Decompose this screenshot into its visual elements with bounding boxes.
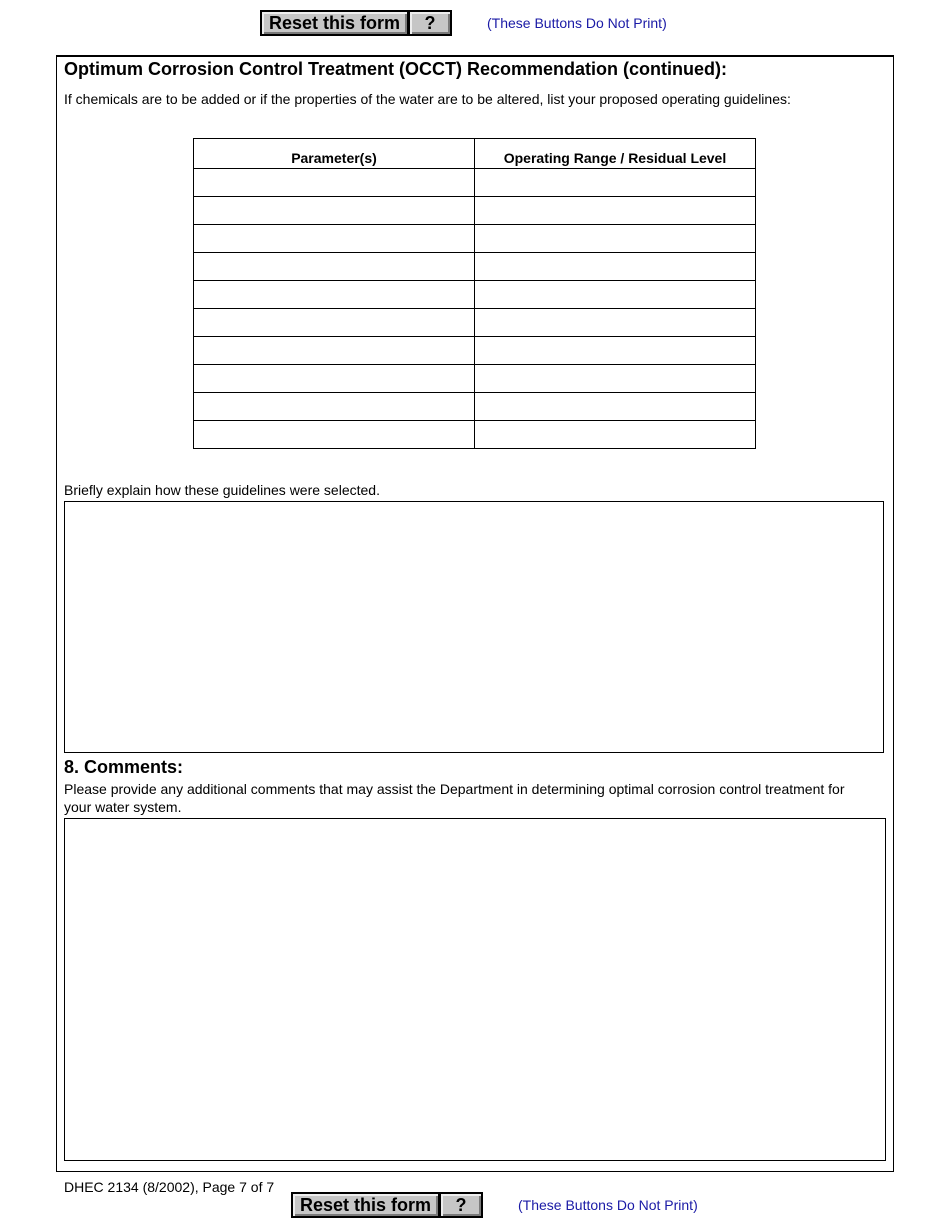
operating-range-input[interactable] (475, 337, 755, 364)
parameter-cell[interactable] (194, 169, 475, 197)
reset-form-button-top[interactable]: Reset this form (260, 10, 409, 36)
table-row (194, 225, 756, 253)
operating-range-cell[interactable] (475, 337, 756, 365)
table-row (194, 309, 756, 337)
parameter-input[interactable] (194, 281, 474, 308)
parameter-input[interactable] (194, 225, 474, 252)
operating-range-cell[interactable] (475, 365, 756, 393)
table-row (194, 337, 756, 365)
footer-form-id: DHEC 2134 (8/2002), Page 7 of 7 (64, 1179, 275, 1195)
buttons-do-not-print-note-top: (These Buttons Do Not Print) (487, 15, 667, 31)
table-row (194, 421, 756, 449)
parameter-input[interactable] (194, 337, 474, 364)
parameter-cell[interactable] (194, 421, 475, 449)
section-title: Optimum Corrosion Control Treatment (OCCT) Recommendation (continued): (64, 59, 727, 79)
operating-range-cell[interactable] (475, 309, 756, 337)
operating-range-input[interactable] (475, 281, 755, 308)
table-row (194, 393, 756, 421)
column-header-parameters: Parameter(s) (194, 139, 475, 169)
table-row (194, 169, 756, 197)
operating-range-cell[interactable] (475, 169, 756, 197)
parameter-cell[interactable] (194, 281, 475, 309)
operating-range-cell[interactable] (475, 421, 756, 449)
parameter-cell[interactable] (194, 365, 475, 393)
parameter-input[interactable] (194, 253, 474, 280)
table-row (194, 281, 756, 309)
table-row (194, 365, 756, 393)
operating-range-input[interactable] (475, 393, 755, 420)
parameter-cell[interactable] (194, 225, 475, 253)
parameter-input[interactable] (194, 309, 474, 336)
operating-range-cell[interactable] (475, 281, 756, 309)
explain-textarea[interactable] (64, 501, 884, 753)
table-row (194, 253, 756, 281)
parameter-input[interactable] (194, 421, 474, 448)
column-header-operating-range: Operating Range / Residual Level (475, 139, 756, 169)
parameter-input[interactable] (194, 169, 474, 196)
buttons-do-not-print-note-bottom: (These Buttons Do Not Print) (518, 1197, 698, 1213)
operating-range-input[interactable] (475, 421, 755, 448)
table-row (194, 197, 756, 225)
operating-range-input[interactable] (475, 225, 755, 252)
operating-range-cell[interactable] (475, 253, 756, 281)
operating-guidelines-table (193, 138, 756, 449)
intro-text: If chemicals are to be added or if the properties of the water are to be altered, list your proposed operating guidelines: (64, 91, 791, 107)
help-button-bottom[interactable]: ? (439, 1192, 483, 1218)
operating-range-cell[interactable] (475, 393, 756, 421)
operating-range-input[interactable] (475, 169, 755, 196)
parameter-cell[interactable] (194, 337, 475, 365)
parameter-cell[interactable] (194, 309, 475, 337)
reset-form-button-bottom[interactable]: Reset this form (291, 1192, 440, 1218)
operating-range-input[interactable] (475, 365, 755, 392)
operating-range-input[interactable] (475, 309, 755, 336)
parameter-input[interactable] (194, 393, 474, 420)
parameter-input[interactable] (194, 197, 474, 224)
parameter-cell[interactable] (194, 197, 475, 225)
comments-textarea[interactable] (64, 818, 886, 1161)
operating-range-input[interactable] (475, 197, 755, 224)
operating-range-cell[interactable] (475, 197, 756, 225)
comments-description: Please provide any additional comments that may assist the Department in determining optimal corrosion control treatment for your water system. (64, 781, 845, 815)
explain-label: Briefly explain how these guidelines were selected. (64, 482, 380, 498)
parameter-cell[interactable] (194, 393, 475, 421)
comments-heading: 8. Comments: (64, 757, 184, 777)
operating-range-input[interactable] (475, 253, 755, 280)
help-button-top[interactable]: ? (408, 10, 452, 36)
parameter-cell[interactable] (194, 253, 475, 281)
parameter-input[interactable] (194, 365, 474, 392)
operating-range-cell[interactable] (475, 225, 756, 253)
